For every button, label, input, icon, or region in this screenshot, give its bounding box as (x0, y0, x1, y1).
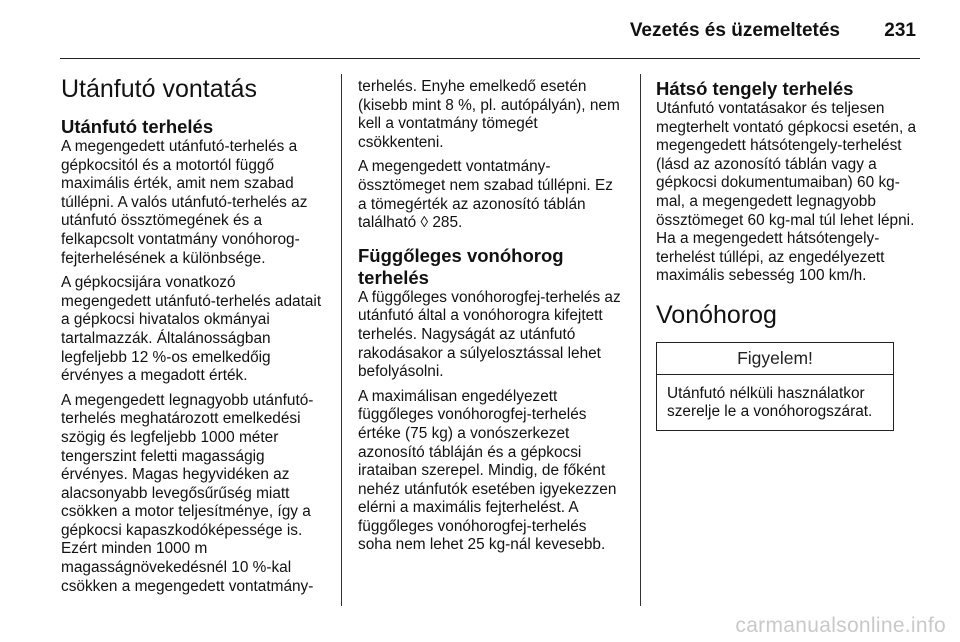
paragraph: A megengedett legnagyobb utánfutó-terhelés meghatározott emelkedési szögig és legfeljebb 1000 méter tengerszint feletti magasságig érvényes. Magas hegyvidéken az alacsonyabb levegősűrűség miatt csökken a motor teljesítménye, így a gépkocsi kapaszkodóképessége is. Ezért minden 1000 m magasságnövekedésnél 10 %-kal csökken a megengedett vontatmány- (61, 391, 314, 595)
paragraph: terhelés. Enyhe emelkedő esetén (kisebb mint 8 %, pl. autópályán), nem kell a vontatmány tömegét csökkenteni. (358, 78, 620, 151)
page-number: 231 (884, 20, 916, 41)
paragraph: A függőleges vonóhorogfej-terhelés az utánfutó által a vonóhorogra kifejtett terhelés. Nagyságát az utánfutó rakodásakor a súlyelosztással lehet befolyásolni. (358, 288, 621, 381)
page-header (0, 0, 960, 60)
column-divider-1 (341, 74, 342, 606)
warning-text: Utánfutó nélküli használatkor szerelje le a vonóhorogszárat. (667, 384, 873, 421)
subsection-title-trailer-load: Utánfutó terhelés (61, 116, 214, 137)
section-title-tow-hook: Vonóhorog (656, 300, 777, 329)
subsection-title-vertical-load: Függőleges vonóhorog terhelés (358, 244, 564, 288)
paragraph: Utánfutó vontatásakor és teljesen megterhelt vontató gépkocsi esetén, a megengedett hátsótengely-terhelést (lásd az azonosító táblán vagy a gépkocsi dokumentumaiban) 60 kg-mal, a megengedett legnagyobb össztömeget 60 kg-mal túl lehet lépni. Ha a megengedett hátsótengely-terhelést túllépi, az engedélyezett maximális sebesség 100 km/h. (656, 100, 917, 285)
column-3 (656, 78, 920, 431)
column-2 (358, 78, 622, 561)
header-title: Vezetés és üzemeltetés (629, 20, 840, 41)
column-1 (61, 74, 325, 602)
watermark: carmanualsonline.info (735, 614, 946, 637)
paragraph: A megengedett vontatmány-össztömeget nem szabad túllépni. Ez a tömegérték az azonosító táblán található ◊ 285. (358, 158, 613, 232)
warning-title: Figyelem! (657, 343, 893, 375)
column-divider-2 (640, 74, 641, 606)
header-rule (60, 58, 920, 59)
paragraph: A maximálisan engedélyezett függőleges vonóhorogfej-terhelés értéke (75 kg) a vonószerkezet azonosító tábláján és a gépkocsi irataiban szerepel. Mindig, de főként nehéz utánfutók esetében igyekezzen elérni a maximális fejterhelést. A függőleges vonóhorogfej-terhelés soha nem lehet 25 kg-nál kevesebb. (358, 387, 617, 554)
section-title-trailer-towing: Utánfutó vontatás (61, 75, 257, 103)
paragraph: A gépkocsijára vonatkozó megengedett utánfutó-terhelés adatait a gépkocsi hivatalos okmányai tartalmazzák. Általánosságban legfeljebb 12 %-os emelkedőig érvényes a megadott érték. (61, 274, 322, 385)
paragraph: A megengedett utánfutó-terhelés a gépkocsitól és a motortól függő maximális érték, amit nem szabad túllépni. A valós utánfutó-terhelés az utánfutó össztömegének és a felkapcsolt vontatmány vonóhorog-fejterhelésének a különbsége. (61, 138, 308, 267)
subsection-title-rear-axle-load: Hátsó tengely terhelés (656, 78, 854, 99)
warning-box (656, 342, 894, 431)
